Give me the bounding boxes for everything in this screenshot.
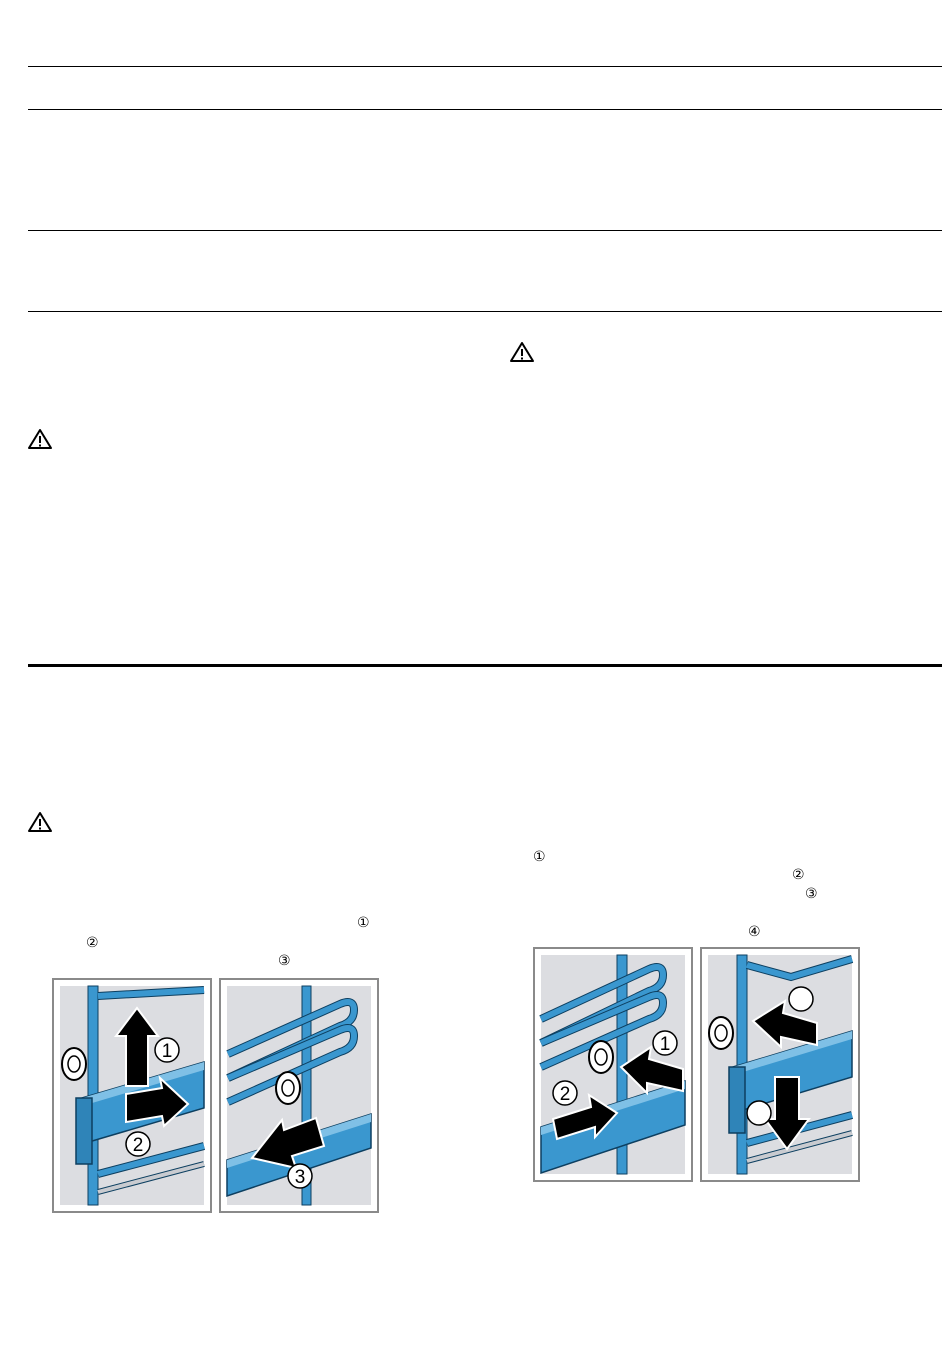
step-symbol-4: ④: [748, 924, 761, 940]
step-label: 1: [659, 1034, 671, 1055]
step-label: 1: [161, 1041, 173, 1062]
step-label: 3: [294, 1167, 306, 1188]
rail-removal-illustration: [52, 978, 380, 1214]
step-symbol-2: ②: [792, 867, 805, 883]
warning-triangle-icon: [509, 341, 535, 363]
warning-triangle-icon: [27, 428, 53, 450]
table-rule-row-1: [28, 230, 942, 231]
table-rule-top: [28, 66, 942, 67]
figure-panel-a: [534, 948, 692, 1181]
table-rule-header: [28, 109, 942, 110]
table-rule-row-2: [28, 311, 942, 312]
figure-panel-b: [220, 979, 378, 1212]
rail-fitting-illustration: [533, 947, 861, 1183]
figure-panel-a: [53, 979, 211, 1212]
section-divider: [28, 664, 942, 667]
step-symbol-3: ③: [278, 953, 291, 969]
step-label-blank: [747, 1101, 771, 1125]
step-label: 2: [132, 1135, 144, 1156]
step-symbol-1: ①: [357, 915, 370, 931]
warning-triangle-icon: [27, 811, 53, 833]
step-label: 2: [559, 1084, 571, 1105]
step-symbol-2: ②: [86, 935, 99, 951]
step-symbol-1: ①: [533, 849, 546, 865]
step-symbol-3: ③: [805, 886, 818, 902]
step-label-blank: [789, 987, 813, 1011]
figure-panel-b: [701, 948, 859, 1181]
